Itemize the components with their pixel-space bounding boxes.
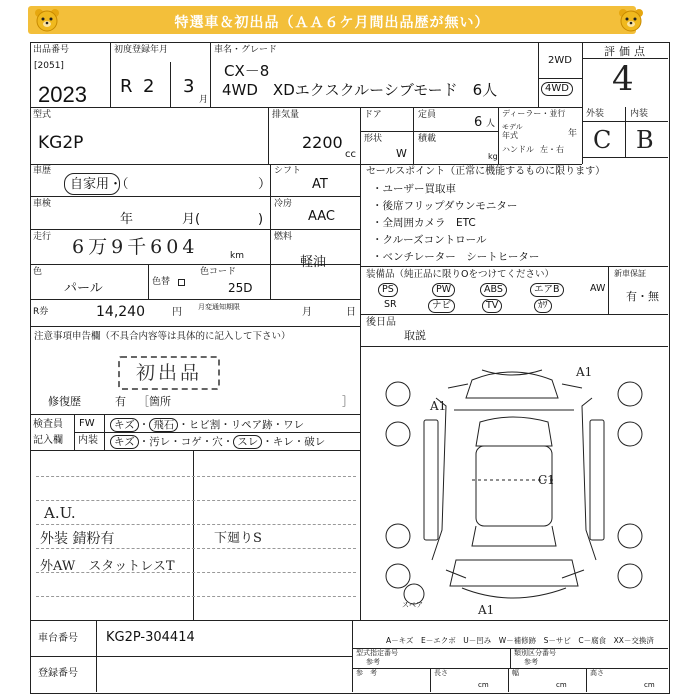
width-label: 幅 <box>512 669 519 677</box>
handwritten-note-2: 外装 錆粉有 <box>40 531 115 547</box>
inspection-label: 車検 <box>33 199 52 209</box>
sales-point-4: ・クルーズコントロール <box>372 234 487 246</box>
equip-tv: TV <box>482 299 502 313</box>
color-code-value: 25D <box>228 281 253 295</box>
color-label: 色 <box>33 267 43 277</box>
equip-abs: ABS <box>480 283 507 297</box>
inspection-month: 月( <box>182 212 201 227</box>
sales-points-label: セールスポイント（正常に機能するものに限ります） <box>366 166 606 177</box>
model-code-label: 型式 <box>33 110 52 120</box>
model-code-value: KG2P <box>38 133 84 153</box>
orig-ref: 参 考 <box>356 669 377 677</box>
type-spec-ref: 参考 <box>366 658 380 666</box>
history-value: 自家用・（ <box>70 177 129 192</box>
displacement-unit: cc <box>345 149 356 160</box>
length-unit: cm <box>478 681 489 689</box>
body-type-value: W <box>396 147 407 160</box>
lot-small: [2051] <box>34 61 64 71</box>
tax-notice-label: 月変通知期限 <box>198 303 240 311</box>
equip-ps: PS <box>378 283 398 297</box>
shift-value: AT <box>312 177 328 192</box>
header-banner <box>28 6 636 34</box>
first-reg-era: R <box>120 76 133 97</box>
first-reg-month-unit: 月 <box>199 95 209 105</box>
score-label: 評価点 <box>604 45 649 58</box>
checker-items-2: キズ ・汚レ・コゲ・穴・ スレ ・キレ・破レ <box>110 435 325 449</box>
equipment-label: 装備品（純正品に限りOをつけてください） <box>366 269 554 280</box>
displacement-value: 2200 <box>302 133 343 152</box>
first-reg-month: 3 <box>183 76 195 97</box>
repair-parts: ［箇所 <box>138 395 171 408</box>
dealer-label: ディーラー・並行 <box>502 109 566 118</box>
equip-sr: SR <box>384 299 397 310</box>
aircon-value: AAC <box>308 209 335 224</box>
equip-airbag: エアB <box>530 283 564 297</box>
inspection-year: 年 <box>120 212 134 227</box>
repair-close: ］ <box>342 395 353 408</box>
repair-value: 有 <box>115 395 126 408</box>
banner-title: 特選車＆初出品（ＡＡ６ケ月間出品歴が無い） <box>174 15 490 31</box>
first-reg-year: 2 <box>143 76 155 97</box>
history-close: ） <box>258 177 272 192</box>
damage-legend: A－キズ E－エクボ U－凹み W－補修跡 S－サビ C－腐食 XX－交換済 <box>386 636 654 645</box>
capacity-label: 定員 <box>418 110 437 120</box>
door-label: ドア <box>364 110 382 120</box>
checker-label-2: 記入欄 <box>33 435 63 446</box>
sales-point-1: ・ユーザー買取車 <box>372 183 456 195</box>
length-label: 長さ <box>434 669 448 677</box>
color-change-box <box>178 279 185 286</box>
tax-month: 月 <box>302 307 312 318</box>
first-reg-label: 初度登録年月 <box>114 45 169 55</box>
equip-pw: PW <box>432 283 455 297</box>
handwritten-note-1: A.U. <box>44 504 76 522</box>
equip-leather: ｶﾜ <box>534 299 552 313</box>
class-no-label: 類別区分番号 <box>514 649 556 657</box>
damage-mark-c1: C1 <box>538 473 555 487</box>
drive-2wd: 2WD <box>548 55 572 66</box>
other-items-label: 後日品 <box>366 317 396 328</box>
spare-label: スペア <box>402 601 423 609</box>
chassis-value: KG2P-304414 <box>106 630 195 645</box>
handle-label: ハンドル <box>502 145 534 154</box>
type-spec-label: 型式指定番号 <box>356 649 398 657</box>
score-int-label: 内装 <box>630 109 649 119</box>
fuel-value: 軽油 <box>300 255 327 270</box>
first-listing-stamp: 初出品 <box>118 356 220 390</box>
lot-number: 2023 <box>38 82 87 107</box>
r-ticket-value: 14,240 <box>96 304 145 320</box>
chassis-label: 車台番号 <box>38 633 78 644</box>
model-year-label2: 年式 <box>502 131 518 140</box>
sales-point-3: ・全周囲カメラ ETC <box>372 217 476 229</box>
lot-label: 出品番号 <box>33 45 70 55</box>
load-unit: kg <box>488 152 498 161</box>
height-unit: cm <box>644 681 655 689</box>
score-value: 4 <box>612 59 634 99</box>
model-name-label: 車名・グレード <box>214 45 278 55</box>
equip-navi: ナビ <box>428 299 455 313</box>
mileage-unit: km <box>230 251 244 261</box>
class-no-ref: 参考 <box>524 658 538 666</box>
aircon-label: 冷房 <box>274 199 293 209</box>
bear-face-icon <box>34 8 60 32</box>
car-damage-diagram <box>362 350 666 618</box>
tax-day: 日 <box>346 307 356 318</box>
r-ticket-unit: 円 <box>172 307 182 318</box>
displacement-label: 排気量 <box>272 110 300 120</box>
history-circle <box>64 173 120 195</box>
sales-point-5: ・ベンチレーター シートヒーター <box>372 251 540 263</box>
mileage-label: 走行 <box>33 232 52 242</box>
width-unit: cm <box>556 681 567 689</box>
inspection-close: ) <box>258 212 264 227</box>
color-code-label: 色コード <box>200 267 237 277</box>
sales-point-2: ・後席フリップダウンモニター <box>372 200 518 212</box>
new-warranty-label: 新車保証 <box>614 269 646 278</box>
color-change-label: 色替 <box>152 277 171 287</box>
fuel-label: 燃料 <box>274 232 293 242</box>
new-warranty-value: 有・無 <box>626 290 659 303</box>
checker-fw: FW <box>79 418 95 429</box>
capacity-unit: 人 <box>486 119 496 129</box>
handwritten-note-3: 外AW スタットレスT <box>40 559 175 574</box>
reg-no-label: 登録番号 <box>38 668 78 679</box>
score-ext-value: C <box>593 126 612 154</box>
model-name: CX－8 <box>224 62 270 80</box>
model-year-unit: 年 <box>568 129 578 139</box>
load-label: 積載 <box>418 134 437 144</box>
bear-face-icon <box>618 8 644 32</box>
model-grade: 4WD XDエクスクルーシブモード 6人 <box>222 81 498 99</box>
body-type-label: 形状 <box>364 134 383 144</box>
color-value: パール <box>64 281 103 296</box>
drive-4wd: 4WD <box>541 82 573 96</box>
handwritten-note-4: 下廻りS <box>214 531 262 546</box>
score-int-value: B <box>636 126 654 154</box>
repair-label: 修復歴 <box>48 395 81 408</box>
shift-label: シフト <box>274 166 302 176</box>
checker-label-1: 検査員 <box>33 419 63 430</box>
damage-mark-a1-bottom: A1 <box>478 603 495 617</box>
score-ext-label: 外装 <box>586 109 605 119</box>
handle-value: 左・右 <box>540 145 564 154</box>
damage-mark-a1-top: A1 <box>576 365 593 379</box>
checker-interior: 内装 <box>78 435 98 446</box>
r-ticket-label: R券 <box>33 307 49 317</box>
checker-items-1: キズ ・ 飛石 ・ヒビ割・リペア跡・ワレ <box>110 418 304 432</box>
height-label: 高さ <box>590 669 604 677</box>
history-label: 車歴 <box>33 166 52 176</box>
damage-mark-a1-left: A1 <box>430 399 447 413</box>
notes-label: 注意事項申告欄（不具合内容等は具体的に記入して下さい） <box>34 331 291 342</box>
capacity-value: 6 <box>474 115 483 130</box>
equip-aw: AW <box>590 283 606 294</box>
other-items-value: 取説 <box>404 329 426 342</box>
mileage-value: 6万9千604 <box>72 236 199 258</box>
model-year-label: モデル <box>502 123 523 131</box>
